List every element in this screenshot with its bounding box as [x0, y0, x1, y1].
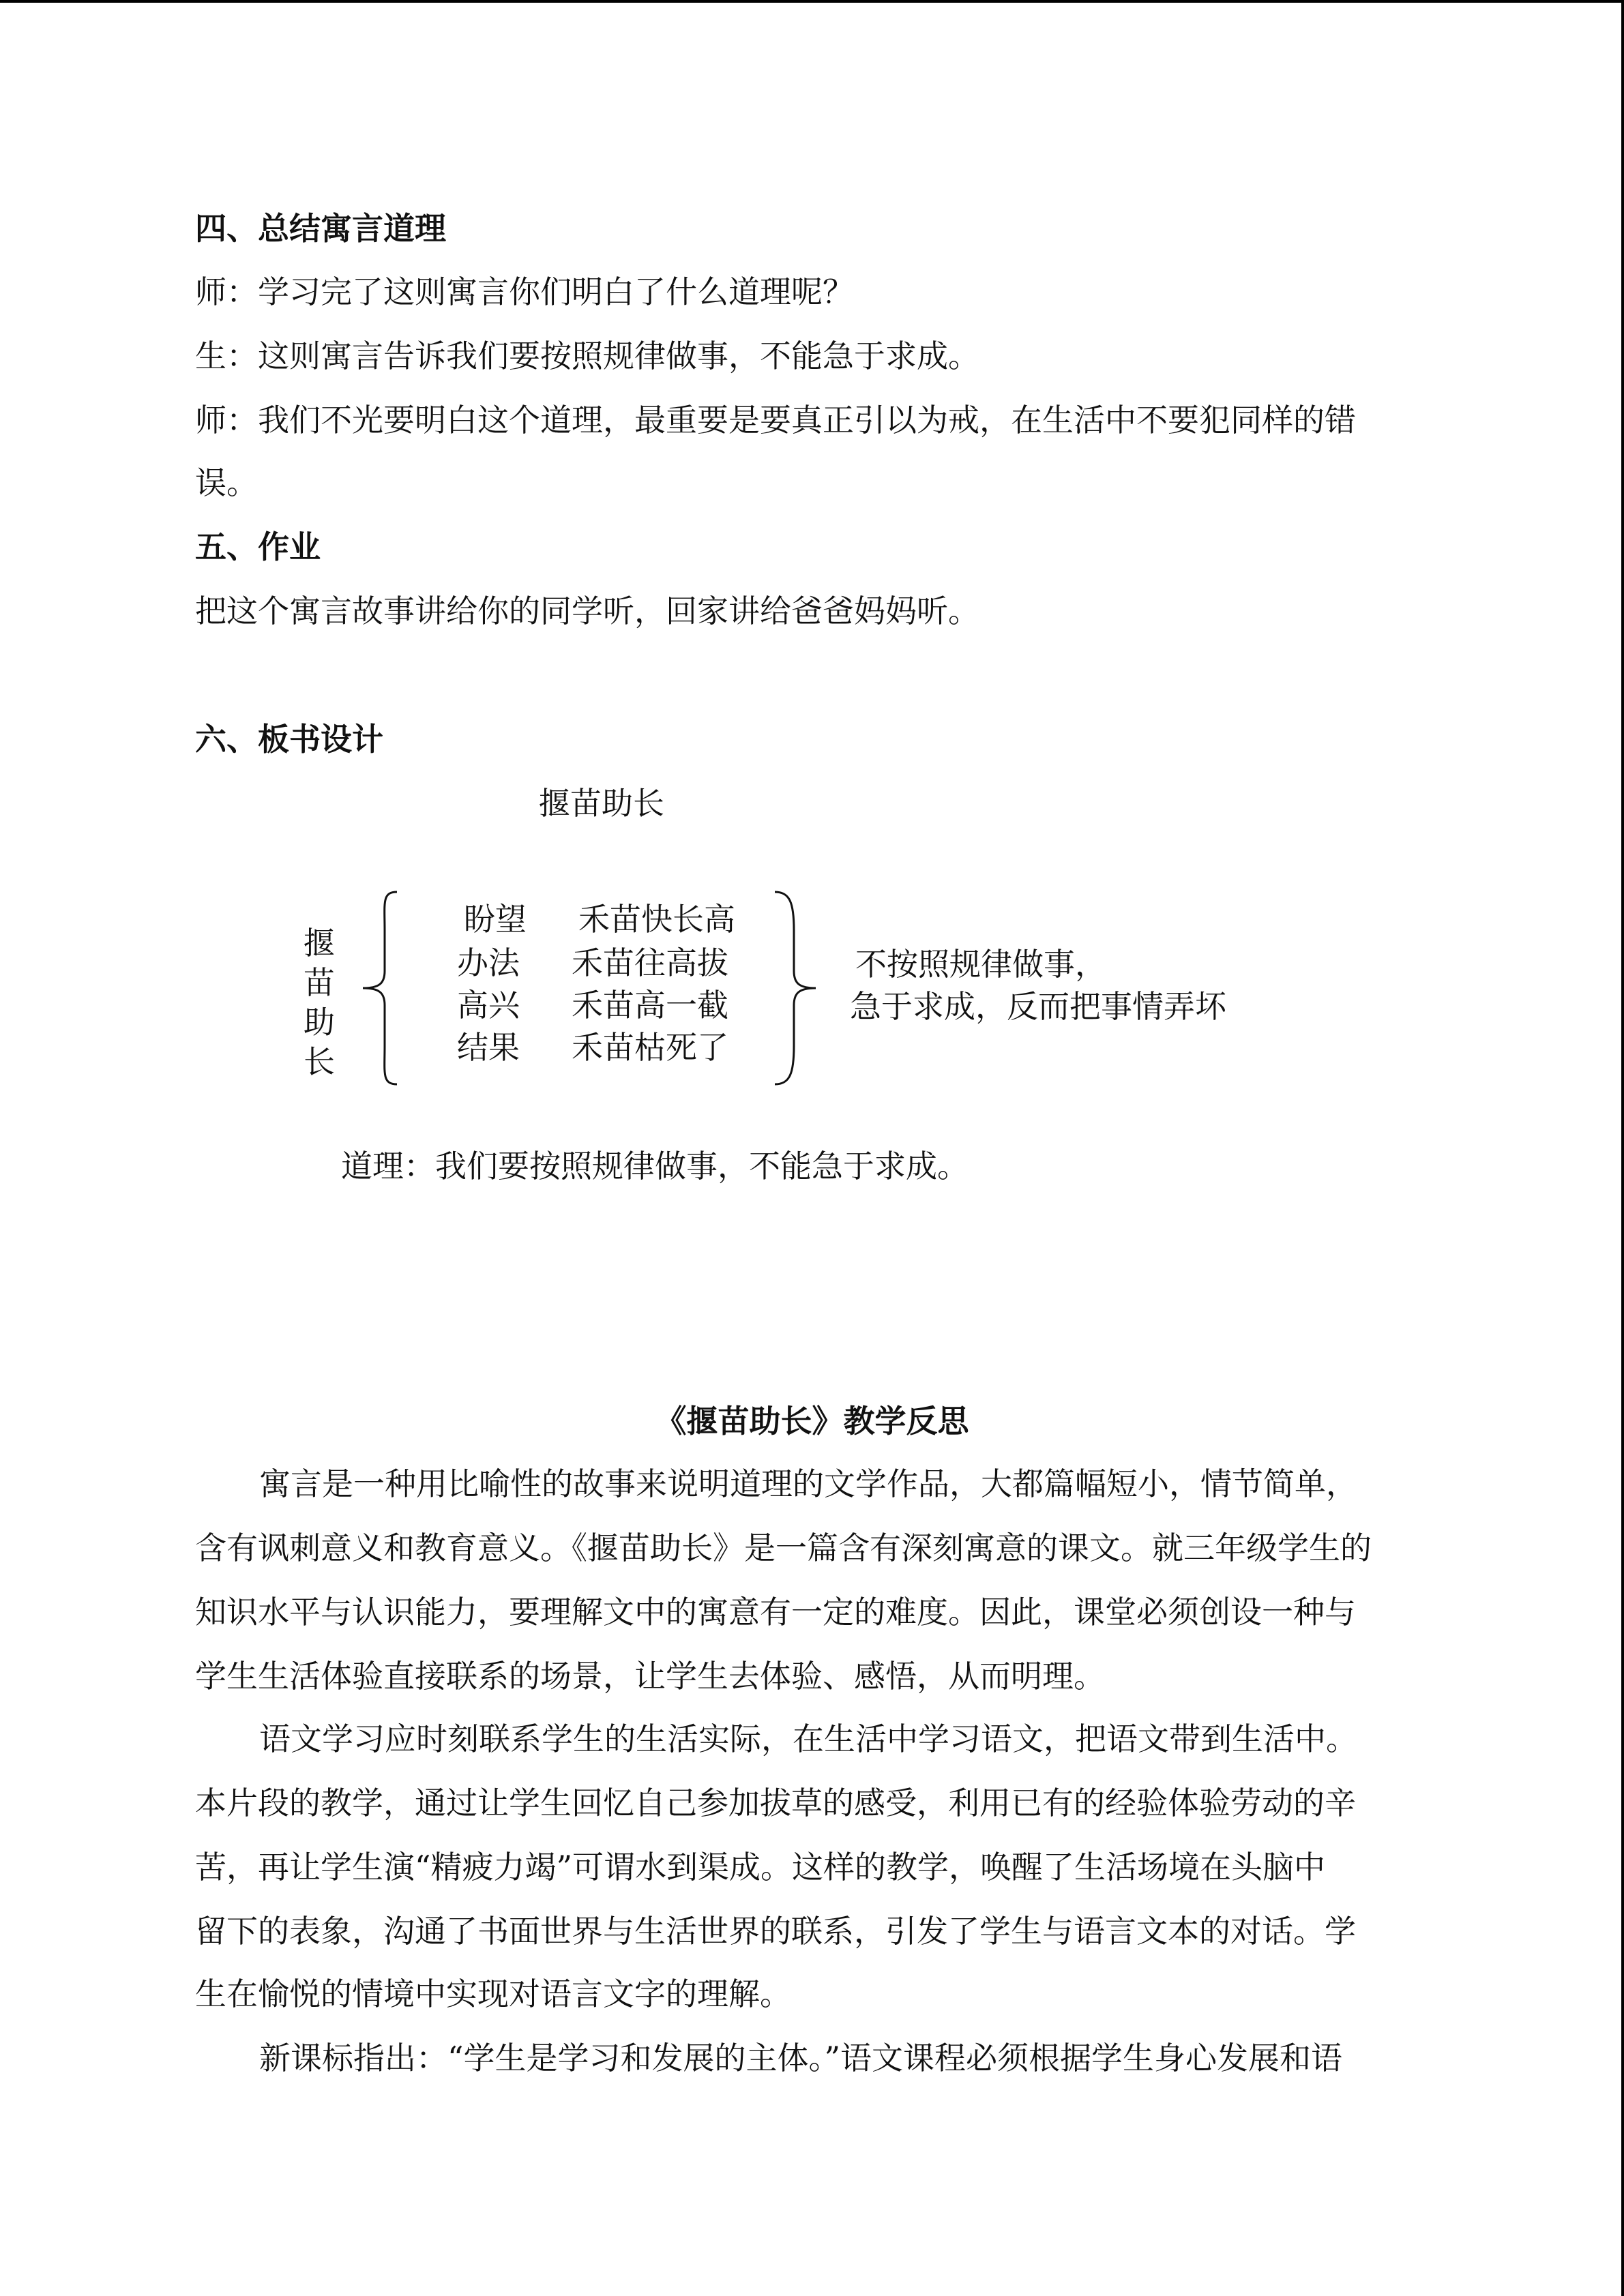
- paragraph-line: 误。: [195, 464, 258, 501]
- page-border-right: [1621, 0, 1624, 2296]
- paragraph-line: 含有讽刺意义和教育意义。《揠苗助长》是一篇含有深刻寓意的课文。就三年级学生的: [195, 1530, 1372, 1566]
- board-row-value: 禾苗往高拔: [572, 944, 728, 981]
- board-conclusion-line: 不按照规律做事，: [855, 946, 1106, 983]
- board-vertical-title: [299, 923, 340, 1082]
- right-brace: [769, 889, 824, 1087]
- paragraph-line: 生：这则寓言告诉我们要按照规律做事，不能急于求成。: [195, 338, 979, 374]
- vertical-char: 长: [304, 1043, 335, 1080]
- paragraph-line: 语文学习应时刻联系学生的生活实际，在生活中学习语文，把语文带到生活中。: [259, 1720, 1357, 1757]
- board-row-value: 禾苗快长高: [578, 901, 735, 938]
- paragraph-line: 本片段的教学，通过让学生回忆自己参加拔草的感受，利用已有的经验体验劳动的辛: [195, 1785, 1356, 1821]
- board-row-label: 高兴: [457, 987, 520, 1024]
- paragraph-line: 生在愉悦的情境中实现对语言文字的理解。: [195, 1976, 791, 2012]
- paragraph-line: 寓言是一种用比喻性的故事来说明道理的文学作品，大都篇幅短小，情节简单，: [259, 1465, 1357, 1502]
- section-5-heading: 五、作业: [195, 528, 321, 565]
- board-row-label: 盼望: [464, 901, 527, 938]
- board-moral: 道理：我们要按照规律做事，不能急于求成。: [341, 1148, 969, 1184]
- paragraph-line: 师：我们不光要明白这个道理，最重要是要真正引以为戒，在生活中不要犯同样的错: [195, 402, 1356, 438]
- paragraph-line: 苦，再让学生演“精疲力竭”可谓水到渠成。这样的教学，唤醒了生活场境在头脑中: [195, 1849, 1326, 1885]
- paragraph-line: 知识水平与认识能力，要理解文中的寓意有一定的难度。因此，课堂必须创设一种与: [195, 1594, 1356, 1630]
- paragraph-line: 把这个寓言故事讲给你的同学听，回家讲给爸爸妈妈听。: [195, 593, 979, 629]
- page-border-top: [0, 0, 1624, 3]
- vertical-char: 助: [304, 1004, 335, 1041]
- section-4-heading: 四、总结寓言道理: [195, 210, 446, 247]
- paragraph-line: 师：学习完了这则寓言你们明白了什么道理呢？: [195, 273, 854, 310]
- section-6-heading: 六、板书设计: [195, 721, 383, 758]
- board-title: 揠苗助长: [539, 785, 664, 822]
- paragraph-line: 留下的表象，沟通了书面世界与生活世界的联系，引发了学生与语言文本的对话。学: [195, 1913, 1356, 1950]
- left-brace: [355, 889, 409, 1087]
- reflection-title: 《揠苗助长》教学反思: [655, 1403, 969, 1440]
- board-row-label: 结果: [457, 1029, 520, 1066]
- board-conclusion-line: 急于求成，反而把事情弄坏: [850, 988, 1226, 1025]
- vertical-char: 苗: [304, 964, 335, 1001]
- board-row-value: 禾苗高一截: [572, 987, 728, 1024]
- paragraph-line: 学生生活体验直接联系的场景，让学生去体验、感悟，从而明理。: [195, 1658, 1105, 1695]
- board-row-value: 禾苗枯死了: [572, 1029, 728, 1066]
- board-row-label: 办法: [457, 944, 520, 981]
- paragraph-line: 新课标指出：“学生是学习和发展的主体。”语文课程必须根据学生身心发展和语: [259, 2040, 1343, 2076]
- vertical-char: 揠: [304, 925, 335, 961]
